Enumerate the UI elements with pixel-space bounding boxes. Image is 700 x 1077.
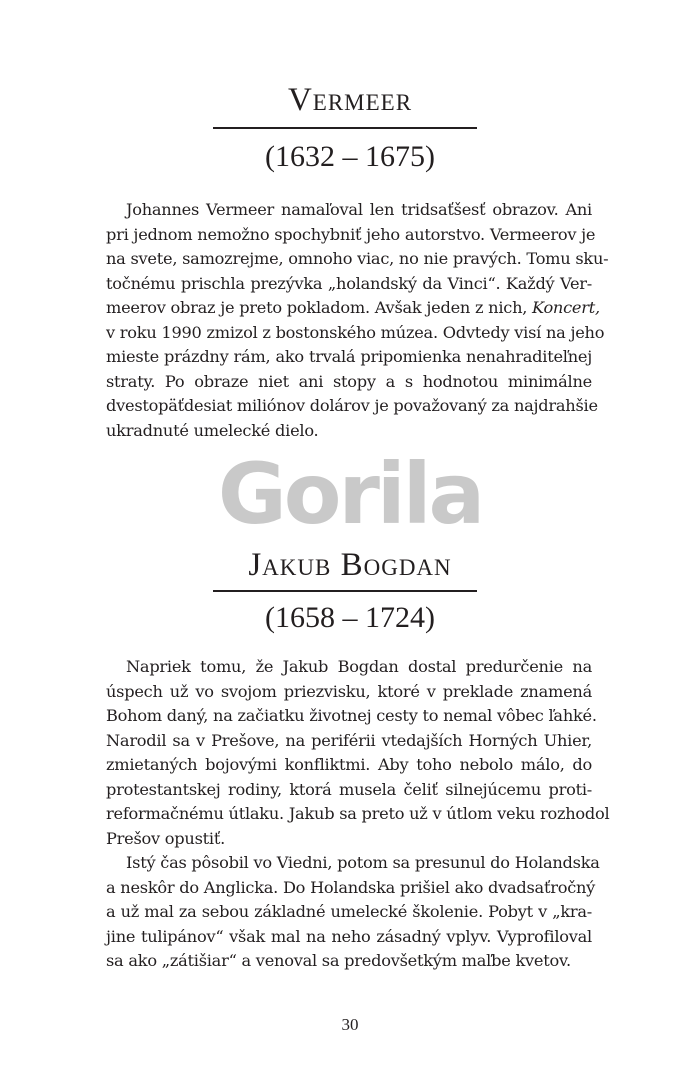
text-line: v roku 1990 zmizol z bostonského múzea. Odvtedy visí na jeho xyxy=(106,322,605,342)
text-line: meerov obraz je preto pokladom. Avšak jeden z nich, Koncert, xyxy=(106,298,600,317)
text-line: reformačnému útlaku. Jakub sa preto už v útlom veku rozhodol xyxy=(106,804,610,823)
text-line: zmietaných bojovými konfliktmi. Aby toho nebolo málo, do xyxy=(106,755,592,774)
text-line: protestantskej rodiny, ktorá musela čeliť silnejúcemu proti- xyxy=(106,779,592,799)
text-line: na svete, samozrejme, omnoho viac, no nie pravých. Tomu sku- xyxy=(106,249,609,268)
section-dates: (1658 – 1724) xyxy=(265,601,435,634)
section-body xyxy=(106,655,610,974)
text-line: dvestopäťdesiat miliónov dolárov je považovaný za najdrahšie xyxy=(106,396,598,415)
text-line: Prešov opustiť. xyxy=(106,828,225,848)
text-line: Napriek tomu, že Jakub Bogdan dostal predurčenie na xyxy=(126,657,592,676)
text-line: Johannes Vermeer namaľoval len tridsaťšesť obrazov. Ani xyxy=(126,200,592,219)
text-line: ukradnuté umelecké dielo. xyxy=(106,420,319,440)
divider xyxy=(213,590,477,592)
page-number: 30 xyxy=(341,1015,359,1034)
text-line: Istý čas pôsobil vo Viedni, potom sa presunul do Holandska xyxy=(126,853,600,872)
text-line: mieste prázdny rám, ako trvalá pripomienka nenahraditeľnej xyxy=(106,347,592,366)
text-line: točnému prischla prezývka „holandský da Vinci“. Každý Ver- xyxy=(106,273,592,293)
watermark-logo: Gorila xyxy=(217,445,483,543)
divider xyxy=(213,127,477,129)
text-line: úspech už vo svojom priezvisku, ktoré v preklade znamená xyxy=(106,681,592,701)
text-line: Narodil sa v Prešove, na periférii vtedajších Horných Uhier, xyxy=(106,730,592,750)
section-title: Jakub Bogdan xyxy=(248,547,452,583)
section-body xyxy=(106,198,609,443)
text-line: a neskôr do Anglicka. Do Holandska prišiel ako dvadsaťročný xyxy=(106,877,596,897)
text-line: pri jednom nemožno spochybniť jeho autorstvo. Vermeerov je xyxy=(106,224,596,244)
text-line: jine tulipánov“ však mal na neho zásadný vplyv. Vyprofiloval xyxy=(106,926,592,946)
section-dates: (1632 – 1675) xyxy=(265,140,435,173)
text-line: straty. Po obraze niet ani stopy a s hodnotou minimálne xyxy=(106,371,592,391)
text-line: Bohom daný, na začiatku životnej cesty to nemal vôbec ľahké. xyxy=(106,706,597,725)
text-line: sa ako „zátišiar“ a venoval sa predovšetkým maľbe kvetov. xyxy=(106,951,571,970)
text-line: a už mal za sebou základné umelecké školenie. Pobyt v „kra- xyxy=(106,902,592,921)
section-title: Vermeer xyxy=(287,82,413,118)
